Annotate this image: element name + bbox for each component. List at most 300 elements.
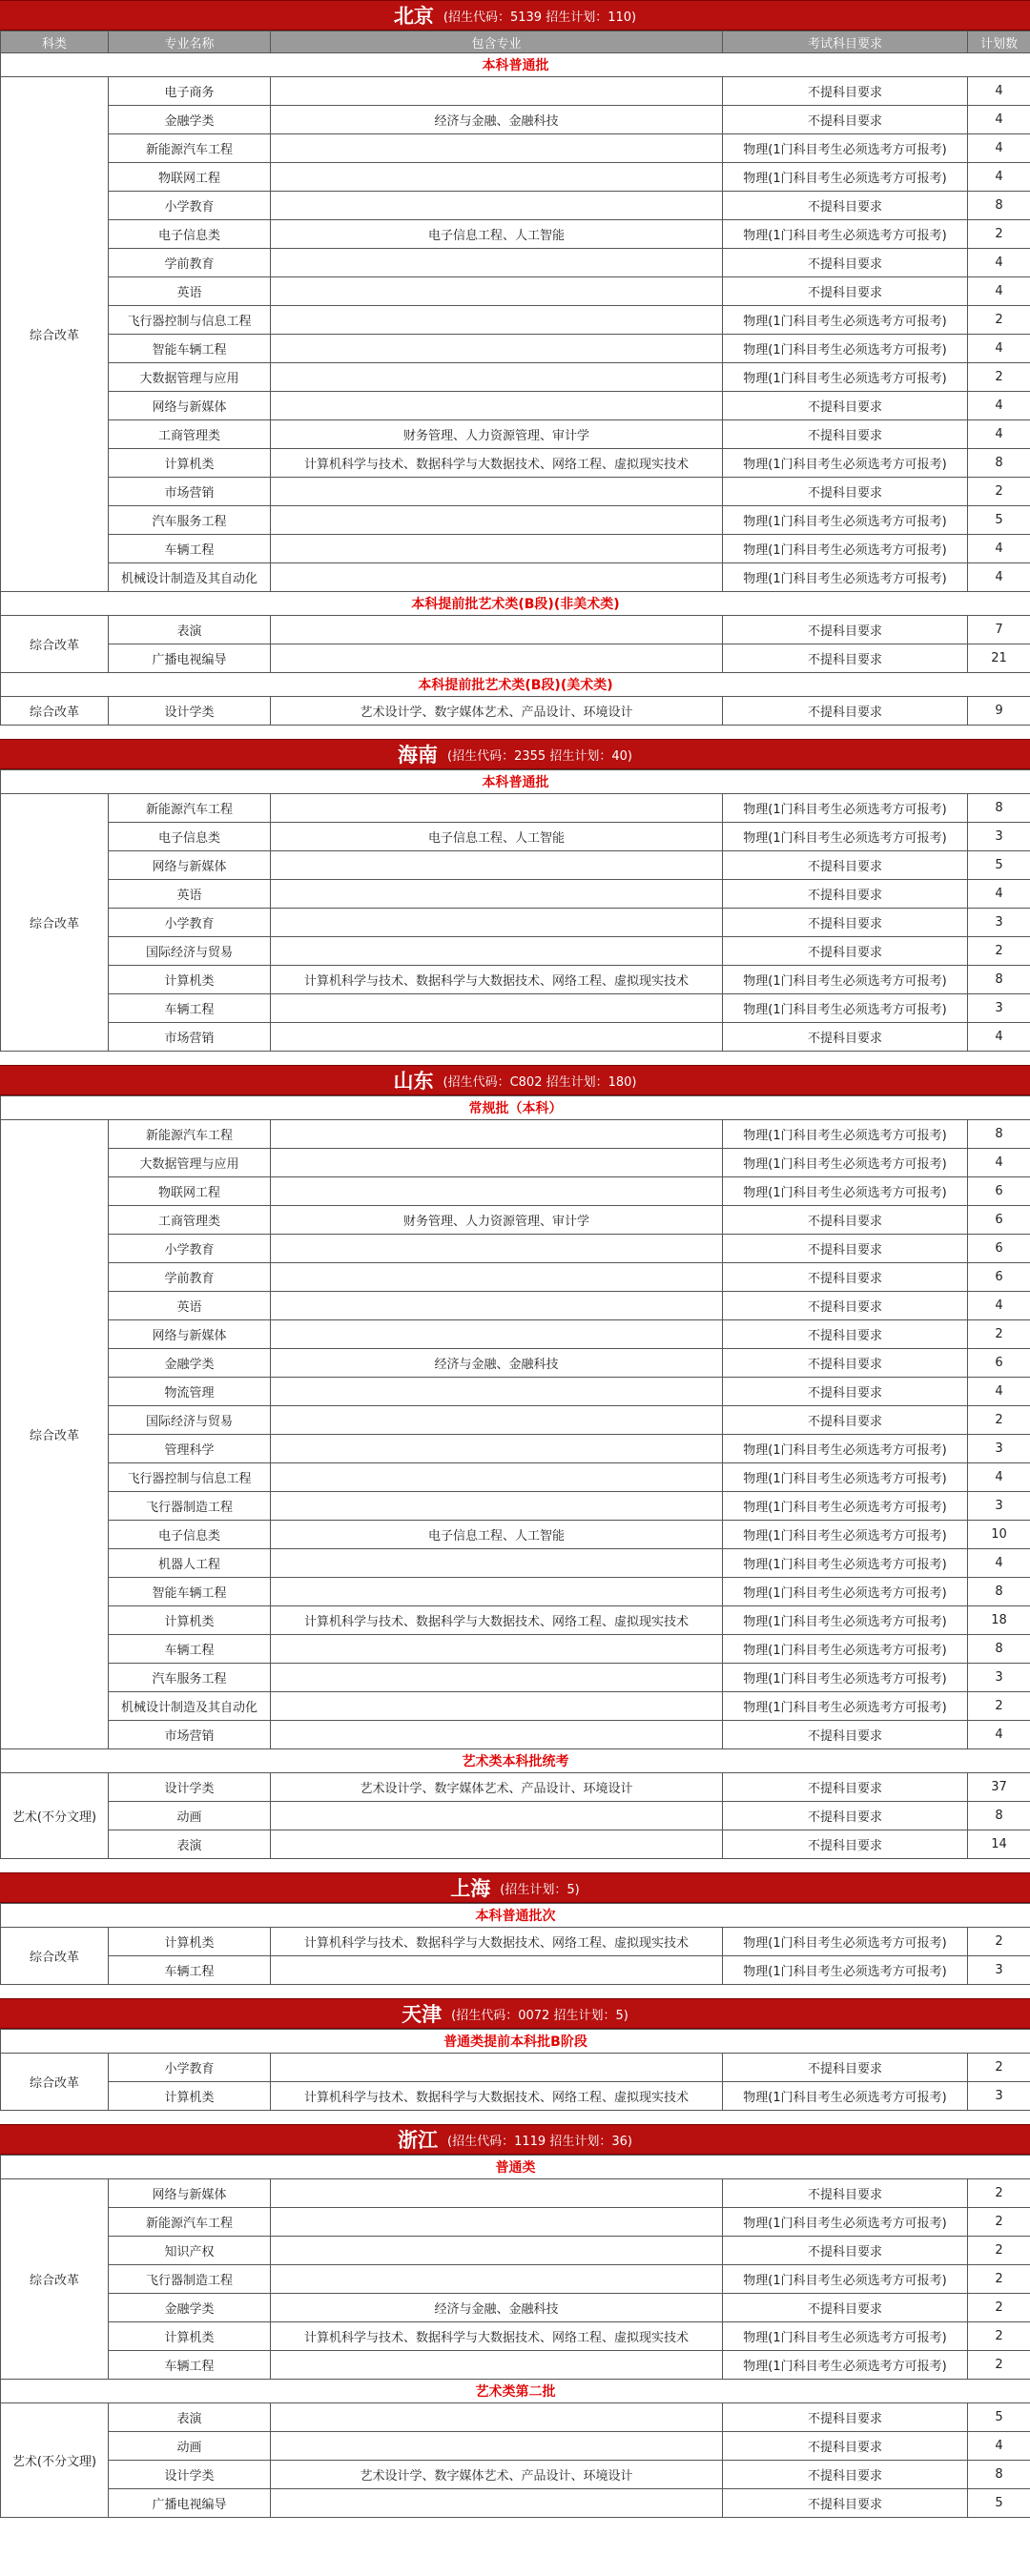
- includes-cell: [271, 1692, 723, 1721]
- requirement-cell: 物理(1门科目考生必须选考方可报考): [723, 966, 968, 994]
- region-name: 上海: [450, 1877, 491, 1900]
- requirement-cell: 物理(1门科目考生必须选考方可报考): [723, 2082, 968, 2111]
- includes-cell: [271, 2432, 723, 2461]
- requirement-cell: 物理(1门科目考生必须选考方可报考): [723, 563, 968, 592]
- requirement-cell: 不提科目要求: [723, 2432, 968, 2461]
- includes-cell: 计算机科学与技术、数据科学与大数据技术、网络工程、虚拟现实技术: [271, 1928, 723, 1956]
- region-section: [0, 739, 1030, 1065]
- region-spacer: [0, 1985, 1030, 1998]
- plan-count-cell: 4: [968, 420, 1030, 449]
- includes-cell: [271, 392, 723, 420]
- table-row: [1, 1578, 1030, 1606]
- includes-cell: 经济与金融、金融科技: [271, 106, 723, 134]
- requirement-cell: 物理(1门科目考生必须选考方可报考): [723, 1692, 968, 1721]
- requirement-cell: 不提科目要求: [723, 478, 968, 506]
- major-cell: 动画: [109, 2432, 271, 2461]
- major-cell: 计算机类: [109, 1606, 271, 1635]
- batch-title: 本科提前批艺术类(B段)(非美术类): [1, 592, 1030, 616]
- plan-count-cell: 4: [968, 1292, 1030, 1320]
- includes-cell: [271, 478, 723, 506]
- requirement-cell: 不提科目要求: [723, 1406, 968, 1435]
- table-row: [1, 2403, 1030, 2432]
- plan-count-cell: 8: [968, 2461, 1030, 2489]
- requirement-cell: 不提科目要求: [723, 277, 968, 306]
- plan-count-cell: 4: [968, 1549, 1030, 1578]
- major-cell: 汽车服务工程: [109, 1664, 271, 1692]
- plan-count-cell: 3: [968, 1956, 1030, 1985]
- plan-count-cell: 2: [968, 1406, 1030, 1435]
- requirement-cell: 不提科目要求: [723, 1802, 968, 1830]
- batch-title-row: [1, 1904, 1030, 1928]
- requirement-cell: 物理(1门科目考生必须选考方可报考): [723, 1928, 968, 1956]
- includes-cell: 财务管理、人力资源管理、审计学: [271, 420, 723, 449]
- major-cell: 计算机类: [109, 1928, 271, 1956]
- major-cell: 大数据管理与应用: [109, 1149, 271, 1177]
- table-row: [1, 163, 1030, 192]
- major-cell: 市场营销: [109, 1023, 271, 1052]
- major-cell: 新能源汽车工程: [109, 794, 271, 823]
- region-name: 天津: [402, 2003, 443, 2026]
- region-section: [0, 2124, 1030, 2518]
- table-row: [1, 1830, 1030, 1859]
- plan-count-cell: 3: [968, 1664, 1030, 1692]
- requirement-cell: 不提科目要求: [723, 392, 968, 420]
- region-header: [0, 0, 1030, 31]
- major-cell: 学前教育: [109, 1263, 271, 1292]
- requirement-cell: 物理(1门科目考生必须选考方可报考): [723, 363, 968, 392]
- region-name: 山东: [393, 1070, 434, 1093]
- includes-cell: 艺术设计学、数字媒体艺术、产品设计、环境设计: [271, 1773, 723, 1802]
- requirement-cell: 物理(1门科目考生必须选考方可报考): [723, 2265, 968, 2294]
- major-cell: 物联网工程: [109, 1177, 271, 1206]
- column-header: 计划数: [968, 31, 1030, 53]
- includes-cell: 计算机科学与技术、数据科学与大数据技术、网络工程、虚拟现实技术: [271, 449, 723, 478]
- includes-cell: [271, 1664, 723, 1692]
- table-row: [1, 1349, 1030, 1378]
- batch-title: 本科普通批: [1, 770, 1030, 794]
- requirement-cell: 不提科目要求: [723, 616, 968, 644]
- plan-count-cell: 37: [968, 1773, 1030, 1802]
- requirement-cell: 不提科目要求: [723, 420, 968, 449]
- table-row: [1, 2179, 1030, 2208]
- requirement-cell: 不提科目要求: [723, 1773, 968, 1802]
- category-cell: 艺术(不分文理): [1, 1773, 109, 1859]
- includes-cell: [271, 1956, 723, 1985]
- includes-cell: [271, 2208, 723, 2237]
- includes-cell: [271, 1578, 723, 1606]
- table-row: [1, 306, 1030, 335]
- includes-cell: [271, 335, 723, 363]
- plan-count-cell: 18: [968, 1606, 1030, 1635]
- plan-count-cell: 2: [968, 1928, 1030, 1956]
- table-row: [1, 994, 1030, 1023]
- region-section: [0, 1998, 1030, 2124]
- table-row: [1, 249, 1030, 277]
- includes-cell: 经济与金融、金融科技: [271, 2294, 723, 2322]
- plan-count-cell: 7: [968, 616, 1030, 644]
- table-row: [1, 2082, 1030, 2111]
- includes-cell: [271, 994, 723, 1023]
- major-cell: 工商管理类: [109, 1206, 271, 1235]
- batch-title-row: [1, 2156, 1030, 2179]
- requirement-cell: 物理(1门科目考生必须选考方可报考): [723, 1635, 968, 1664]
- table-row: [1, 1378, 1030, 1406]
- major-cell: 金融学类: [109, 1349, 271, 1378]
- plan-count-cell: 6: [968, 1206, 1030, 1235]
- region-spacer: [0, 1859, 1030, 1872]
- table-row: [1, 535, 1030, 563]
- includes-cell: 艺术设计学、数字媒体艺术、产品设计、环境设计: [271, 697, 723, 726]
- batch-title-row: [1, 592, 1030, 616]
- major-cell: 工商管理类: [109, 420, 271, 449]
- table-row: [1, 1263, 1030, 1292]
- plan-count-cell: 3: [968, 1492, 1030, 1521]
- includes-cell: [271, 306, 723, 335]
- plan-count-cell: 5: [968, 851, 1030, 880]
- includes-cell: [271, 2237, 723, 2265]
- table-row: [1, 1721, 1030, 1749]
- batch-title-row: [1, 2030, 1030, 2054]
- includes-cell: [271, 1378, 723, 1406]
- region-name: 北京: [393, 5, 434, 28]
- plan-count-cell: 2: [968, 2208, 1030, 2237]
- plan-count-cell: 3: [968, 823, 1030, 851]
- region-header: [0, 2124, 1030, 2155]
- table-row: [1, 880, 1030, 909]
- includes-cell: [271, 2179, 723, 2208]
- major-cell: 新能源汽车工程: [109, 2208, 271, 2237]
- requirement-cell: 不提科目要求: [723, 1292, 968, 1320]
- includes-cell: [271, 2403, 723, 2432]
- table-row: [1, 1320, 1030, 1349]
- table-row: [1, 1635, 1030, 1664]
- includes-cell: [271, 616, 723, 644]
- plan-count-cell: 2: [968, 1692, 1030, 1721]
- major-cell: 金融学类: [109, 106, 271, 134]
- requirement-cell: 物理(1门科目考生必须选考方可报考): [723, 1149, 968, 1177]
- includes-cell: [271, 2265, 723, 2294]
- batch-title-row: [1, 1749, 1030, 1773]
- major-cell: 飞行器控制与信息工程: [109, 1463, 271, 1492]
- table-row: [1, 909, 1030, 937]
- requirement-cell: 不提科目要求: [723, 1263, 968, 1292]
- requirement-cell: 不提科目要求: [723, 1378, 968, 1406]
- major-cell: 计算机类: [109, 2322, 271, 2351]
- batch-title: 普通类提前本科批B阶段: [1, 2030, 1030, 2054]
- major-cell: 机器人工程: [109, 1549, 271, 1578]
- major-cell: 智能车辆工程: [109, 335, 271, 363]
- plan-count-cell: 2: [968, 2322, 1030, 2351]
- batch-title-row: [1, 1096, 1030, 1120]
- major-cell: 计算机类: [109, 2082, 271, 2111]
- category-cell: 综合改革: [1, 2054, 109, 2111]
- plan-count-cell: 8: [968, 794, 1030, 823]
- plan-count-cell: 4: [968, 134, 1030, 163]
- requirement-cell: 不提科目要求: [723, 1206, 968, 1235]
- plan-count-cell: 4: [968, 77, 1030, 106]
- table-row: [1, 2351, 1030, 2380]
- table-row: [1, 1802, 1030, 1830]
- includes-cell: 计算机科学与技术、数据科学与大数据技术、网络工程、虚拟现实技术: [271, 966, 723, 994]
- region-header: [0, 1065, 1030, 1095]
- plan-count-cell: 4: [968, 163, 1030, 192]
- requirement-cell: 不提科目要求: [723, 1830, 968, 1859]
- includes-cell: 财务管理、人力资源管理、审计学: [271, 1206, 723, 1235]
- major-cell: 市场营销: [109, 1721, 271, 1749]
- requirement-cell: 不提科目要求: [723, 1349, 968, 1378]
- includes-cell: 计算机科学与技术、数据科学与大数据技术、网络工程、虚拟现实技术: [271, 1606, 723, 1635]
- table-row: [1, 392, 1030, 420]
- requirement-cell: 不提科目要求: [723, 1023, 968, 1052]
- plan-count-cell: 10: [968, 1521, 1030, 1549]
- requirement-cell: 物理(1门科目考生必须选考方可报考): [723, 1463, 968, 1492]
- table-row: [1, 420, 1030, 449]
- batch-title: 艺术类第二批: [1, 2380, 1030, 2403]
- table-row: [1, 937, 1030, 966]
- category-cell: 综合改革: [1, 2179, 109, 2380]
- major-cell: 广播电视编导: [109, 2489, 271, 2518]
- requirement-cell: 不提科目要求: [723, 249, 968, 277]
- table-row: [1, 1406, 1030, 1435]
- table-row: [1, 794, 1030, 823]
- requirement-cell: 物理(1门科目考生必须选考方可报考): [723, 1435, 968, 1463]
- plan-count-cell: 4: [968, 1463, 1030, 1492]
- requirement-cell: 不提科目要求: [723, 2403, 968, 2432]
- includes-cell: [271, 1120, 723, 1149]
- plan-count-cell: 2: [968, 2179, 1030, 2208]
- includes-cell: [271, 851, 723, 880]
- requirement-cell: 不提科目要求: [723, 2461, 968, 2489]
- major-cell: 飞行器制造工程: [109, 2265, 271, 2294]
- plan-count-cell: 2: [968, 306, 1030, 335]
- includes-cell: [271, 277, 723, 306]
- plan-count-cell: 6: [968, 1235, 1030, 1263]
- requirement-cell: 不提科目要求: [723, 644, 968, 673]
- plan-count-cell: 6: [968, 1177, 1030, 1206]
- plan-count-cell: 4: [968, 106, 1030, 134]
- includes-cell: 艺术设计学、数字媒体艺术、产品设计、环境设计: [271, 2461, 723, 2489]
- includes-cell: [271, 794, 723, 823]
- region-name: 浙江: [398, 2129, 439, 2152]
- major-cell: 电子信息类: [109, 220, 271, 249]
- major-cell: 知识产权: [109, 2237, 271, 2265]
- major-cell: 大数据管理与应用: [109, 363, 271, 392]
- table-row: [1, 2489, 1030, 2518]
- major-cell: 设计学类: [109, 697, 271, 726]
- column-header: 专业名称: [109, 31, 271, 53]
- batch-title: 本科普通批次: [1, 1904, 1030, 1928]
- includes-cell: [271, 2351, 723, 2380]
- major-cell: 动画: [109, 1802, 271, 1830]
- region-spacer: [0, 2111, 1030, 2124]
- includes-cell: [271, 1830, 723, 1859]
- plan-count-cell: 6: [968, 1349, 1030, 1378]
- requirement-cell: 物理(1门科目考生必须选考方可报考): [723, 1664, 968, 1692]
- major-cell: 车辆工程: [109, 2351, 271, 2380]
- includes-cell: [271, 1463, 723, 1492]
- major-cell: 网络与新媒体: [109, 2179, 271, 2208]
- includes-cell: 计算机科学与技术、数据科学与大数据技术、网络工程、虚拟现实技术: [271, 2082, 723, 2111]
- includes-cell: [271, 644, 723, 673]
- requirement-cell: 不提科目要求: [723, 851, 968, 880]
- requirement-cell: 不提科目要求: [723, 937, 968, 966]
- major-cell: 国际经济与贸易: [109, 1406, 271, 1435]
- plan-count-cell: 2: [968, 363, 1030, 392]
- table-row: [1, 1177, 1030, 1206]
- major-cell: 英语: [109, 277, 271, 306]
- table-row: [1, 1206, 1030, 1235]
- requirement-cell: 物理(1门科目考生必须选考方可报考): [723, 306, 968, 335]
- table-row: [1, 2461, 1030, 2489]
- batch-title: 常规批（本科）: [1, 1096, 1030, 1120]
- includes-cell: [271, 1435, 723, 1463]
- plan-count-cell: 4: [968, 1721, 1030, 1749]
- region-header: [0, 739, 1030, 769]
- table-row: [1, 2432, 1030, 2461]
- requirement-cell: 物理(1门科目考生必须选考方可报考): [723, 2351, 968, 2380]
- requirement-cell: 不提科目要求: [723, 909, 968, 937]
- plan-count-cell: 4: [968, 1149, 1030, 1177]
- plan-count-cell: 8: [968, 966, 1030, 994]
- plan-count-cell: 4: [968, 535, 1030, 563]
- plan-count-cell: 2: [968, 478, 1030, 506]
- major-cell: 计算机类: [109, 966, 271, 994]
- includes-cell: [271, 1149, 723, 1177]
- major-cell: 电子信息类: [109, 1521, 271, 1549]
- includes-cell: [271, 2054, 723, 2082]
- plan-count-cell: 2: [968, 2237, 1030, 2265]
- requirement-cell: 物理(1门科目考生必须选考方可报考): [723, 994, 968, 1023]
- includes-cell: [271, 1549, 723, 1578]
- includes-cell: [271, 535, 723, 563]
- major-cell: 小学教育: [109, 909, 271, 937]
- major-cell: 广播电视编导: [109, 644, 271, 673]
- major-cell: 车辆工程: [109, 994, 271, 1023]
- requirement-cell: 不提科目要求: [723, 2179, 968, 2208]
- plan-count-cell: 4: [968, 249, 1030, 277]
- plan-count-cell: 14: [968, 1830, 1030, 1859]
- region-header: [0, 1872, 1030, 1903]
- major-cell: 电子商务: [109, 77, 271, 106]
- requirement-cell: 不提科目要求: [723, 2489, 968, 2518]
- table-row: [1, 823, 1030, 851]
- includes-cell: [271, 1802, 723, 1830]
- table-row: [1, 2054, 1030, 2082]
- table-row: [1, 1549, 1030, 1578]
- table-row: [1, 1023, 1030, 1052]
- major-cell: 小学教育: [109, 2054, 271, 2082]
- plan-count-cell: 3: [968, 994, 1030, 1023]
- table-row: [1, 2265, 1030, 2294]
- includes-cell: 经济与金融、金融科技: [271, 1349, 723, 1378]
- plan-count-cell: 2: [968, 2265, 1030, 2294]
- plan-count-cell: 4: [968, 1378, 1030, 1406]
- plan-count-cell: 5: [968, 506, 1030, 535]
- plan-count-cell: 8: [968, 1635, 1030, 1664]
- category-cell: 综合改革: [1, 1928, 109, 1985]
- major-cell: 车辆工程: [109, 1956, 271, 1985]
- batch-title-row: [1, 53, 1030, 77]
- plan-count-cell: 4: [968, 392, 1030, 420]
- plan-count-cell: 4: [968, 1023, 1030, 1052]
- table-row: [1, 563, 1030, 592]
- major-cell: 学前教育: [109, 249, 271, 277]
- table-row: [1, 2322, 1030, 2351]
- requirement-cell: 不提科目要求: [723, 106, 968, 134]
- region-spacer: [0, 726, 1030, 739]
- region-spacer: [0, 1052, 1030, 1065]
- table-row: [1, 1692, 1030, 1721]
- includes-cell: 计算机科学与技术、数据科学与大数据技术、网络工程、虚拟现实技术: [271, 2322, 723, 2351]
- table-row: [1, 1463, 1030, 1492]
- table-row: [1, 506, 1030, 535]
- category-cell: 综合改革: [1, 77, 109, 592]
- includes-cell: 电子信息工程、人工智能: [271, 1521, 723, 1549]
- plan-count-cell: 4: [968, 563, 1030, 592]
- plan-count-cell: 9: [968, 697, 1030, 726]
- region-info: (招生代码：5139 招生计划：110): [443, 10, 637, 25]
- region-info: (招生代码：C802 招生计划：180): [443, 1074, 637, 1090]
- table-row: [1, 106, 1030, 134]
- includes-cell: [271, 506, 723, 535]
- table-row: [1, 277, 1030, 306]
- major-cell: 机械设计制造及其自动化: [109, 1692, 271, 1721]
- includes-cell: [271, 192, 723, 220]
- major-cell: 金融学类: [109, 2294, 271, 2322]
- plan-table: [0, 2029, 1030, 2111]
- table-row: [1, 697, 1030, 726]
- batch-title-row: [1, 673, 1030, 697]
- column-header: 科类: [1, 31, 109, 53]
- major-cell: 设计学类: [109, 1773, 271, 1802]
- plan-count-cell: 2: [968, 2351, 1030, 2380]
- table-row: [1, 1664, 1030, 1692]
- table-row: [1, 1956, 1030, 1985]
- requirement-cell: 不提科目要求: [723, 697, 968, 726]
- major-cell: 小学教育: [109, 192, 271, 220]
- batch-title: 艺术类本科批统考: [1, 1749, 1030, 1773]
- table-row: [1, 644, 1030, 673]
- plan-table: [0, 1903, 1030, 1985]
- requirement-cell: 物理(1门科目考生必须选考方可报考): [723, 220, 968, 249]
- requirement-cell: 物理(1门科目考生必须选考方可报考): [723, 535, 968, 563]
- includes-cell: [271, 2489, 723, 2518]
- category-cell: 综合改革: [1, 794, 109, 1052]
- table-row: [1, 616, 1030, 644]
- requirement-cell: 不提科目要求: [723, 2237, 968, 2265]
- table-row: [1, 335, 1030, 363]
- region-info: (招生计划：5): [500, 1882, 580, 1897]
- requirement-cell: 物理(1门科目考生必须选考方可报考): [723, 2208, 968, 2237]
- requirement-cell: 物理(1门科目考生必须选考方可报考): [723, 1120, 968, 1149]
- table-row: [1, 192, 1030, 220]
- includes-cell: [271, 937, 723, 966]
- table-row: [1, 1492, 1030, 1521]
- major-cell: 国际经济与贸易: [109, 937, 271, 966]
- includes-cell: [271, 1635, 723, 1664]
- column-header: 包含专业: [271, 31, 723, 53]
- requirement-cell: 物理(1门科目考生必须选考方可报考): [723, 1606, 968, 1635]
- batch-title: 普通类: [1, 2156, 1030, 2179]
- major-cell: 飞行器制造工程: [109, 1492, 271, 1521]
- major-cell: 市场营销: [109, 478, 271, 506]
- table-row: [1, 1435, 1030, 1463]
- plan-count-cell: 2: [968, 220, 1030, 249]
- includes-cell: [271, 880, 723, 909]
- plan-count-cell: 4: [968, 2432, 1030, 2461]
- major-cell: 英语: [109, 880, 271, 909]
- plan-table: [0, 1095, 1030, 1859]
